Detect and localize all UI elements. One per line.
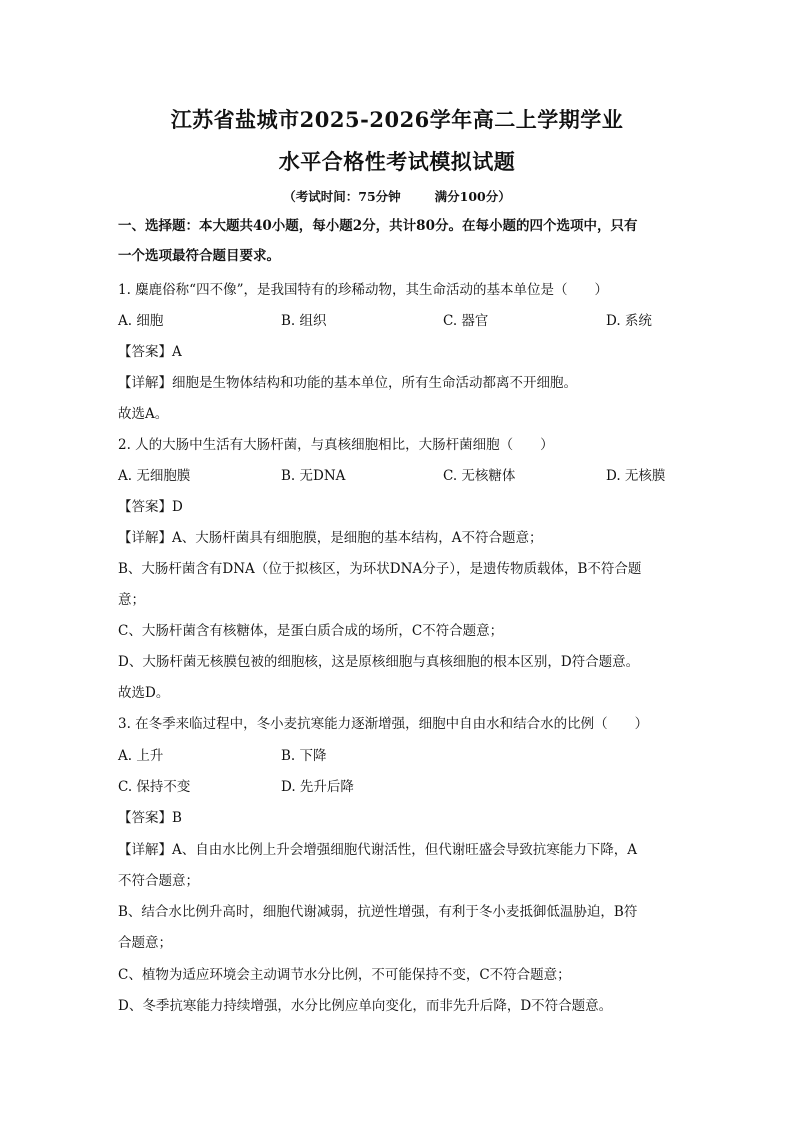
question-3-option-c: C. 保持不变 xyxy=(118,779,191,795)
question-1-answer: 【答案】A xyxy=(118,344,182,360)
question-2-explain-line: 【详解】A、大肠杆菌具有细胞膜，是细胞的基本结构，A不符合题意； xyxy=(118,530,543,546)
question-1-explain-line: 【详解】细胞是生物体结构和功能的基本单位，所有生命活动都离不开细胞。 xyxy=(118,375,577,391)
question-3-answer: 【答案】B xyxy=(118,810,182,826)
question-2-option-d: D. 无核膜 xyxy=(606,468,666,484)
question-3-stem: 3. 在冬季来临过程中，冬小麦抗寒能力逐渐增强，细胞中自由水和结合水的比例（ ） xyxy=(118,716,649,732)
question-2-option-a: A. 无细胞膜 xyxy=(118,468,191,484)
question-2-answer: 【答案】D xyxy=(118,499,183,515)
question-2-option-b: B. 无DNA xyxy=(281,468,346,484)
question-1-option-d: D. 系统 xyxy=(606,313,652,329)
question-2-explain-line: D、大肠杆菌无核膜包被的细胞核，这是原核细胞与真核细胞的根本区别，D符合题意。 xyxy=(118,654,640,670)
exam-score: 满分100分） xyxy=(434,189,511,204)
question-1-explain-line: 故选A。 xyxy=(118,406,169,422)
question-2-explain-line: C、大肠杆菌含有核糖体，是蛋白质合成的场所，C不符合题意； xyxy=(118,623,504,639)
exam-time: （考试时间：75分钟 xyxy=(283,189,401,204)
question-3-explain-line: 合题意； xyxy=(118,935,172,951)
question-3-option-d: D. 先升后降 xyxy=(281,779,354,795)
question-2-explain-line: B、大肠杆菌含有DNA（位于拟核区，为环状DNA分子），是遗传物质载体，B不符合题 xyxy=(118,561,642,577)
question-3-explain-line: 【详解】A、自由水比例上升会增强细胞代谢活性，但代谢旺盛会导致抗寒能力下降，A xyxy=(118,842,637,858)
question-3-explain-line: 不符合题意； xyxy=(118,873,199,889)
exam-title-line1: 江苏省盐城市2025-2026学年高二上学期学业 xyxy=(170,107,624,132)
question-3-explain-line: D、冬季抗寒能力持续增强，水分比例应单向变化，而非先升后降，D不符合题意。 xyxy=(118,998,613,1014)
question-1-option-c: C. 器官 xyxy=(443,313,489,329)
question-3-explain-line: B、结合水比例升高时，细胞代谢减弱，抗逆性增强，有利于冬小麦抵御低温胁迫，B符 xyxy=(118,904,638,920)
question-2-option-c: C. 无核糖体 xyxy=(443,468,516,484)
question-3-option-a: A. 上升 xyxy=(118,748,164,764)
exam-info xyxy=(0,187,794,205)
question-1-stem: 1. 麋鹿俗称“四不像”，是我国特有的珍稀动物，其生命活动的基本单位是（ ） xyxy=(118,282,608,298)
question-1-option-a: A. 细胞 xyxy=(118,313,164,329)
question-2-stem: 2. 人的大肠中生活有大肠杆菌，与真核细胞相比，大肠杆菌细胞（ ） xyxy=(118,437,554,453)
question-1-option-b: B. 组织 xyxy=(281,313,327,329)
question-2-explain-line: 意； xyxy=(118,592,145,608)
question-3-option-b: B. 下降 xyxy=(281,748,327,764)
section-heading-line2: 一个选项最符合题目要求。 xyxy=(118,248,280,264)
question-2-explain-line: 故选D。 xyxy=(118,685,170,701)
exam-title-line2: 水平合格性考试模拟试题 xyxy=(278,149,516,174)
question-3-explain-line: C、植物为适应环境会主动调节水分比例，不可能保持不变，C不符合题意； xyxy=(118,967,571,983)
section-heading-line1: 一、选择题：本大题共40小题，每小题2分，共计80分。在每小题的四个选项中，只有 xyxy=(118,218,638,234)
